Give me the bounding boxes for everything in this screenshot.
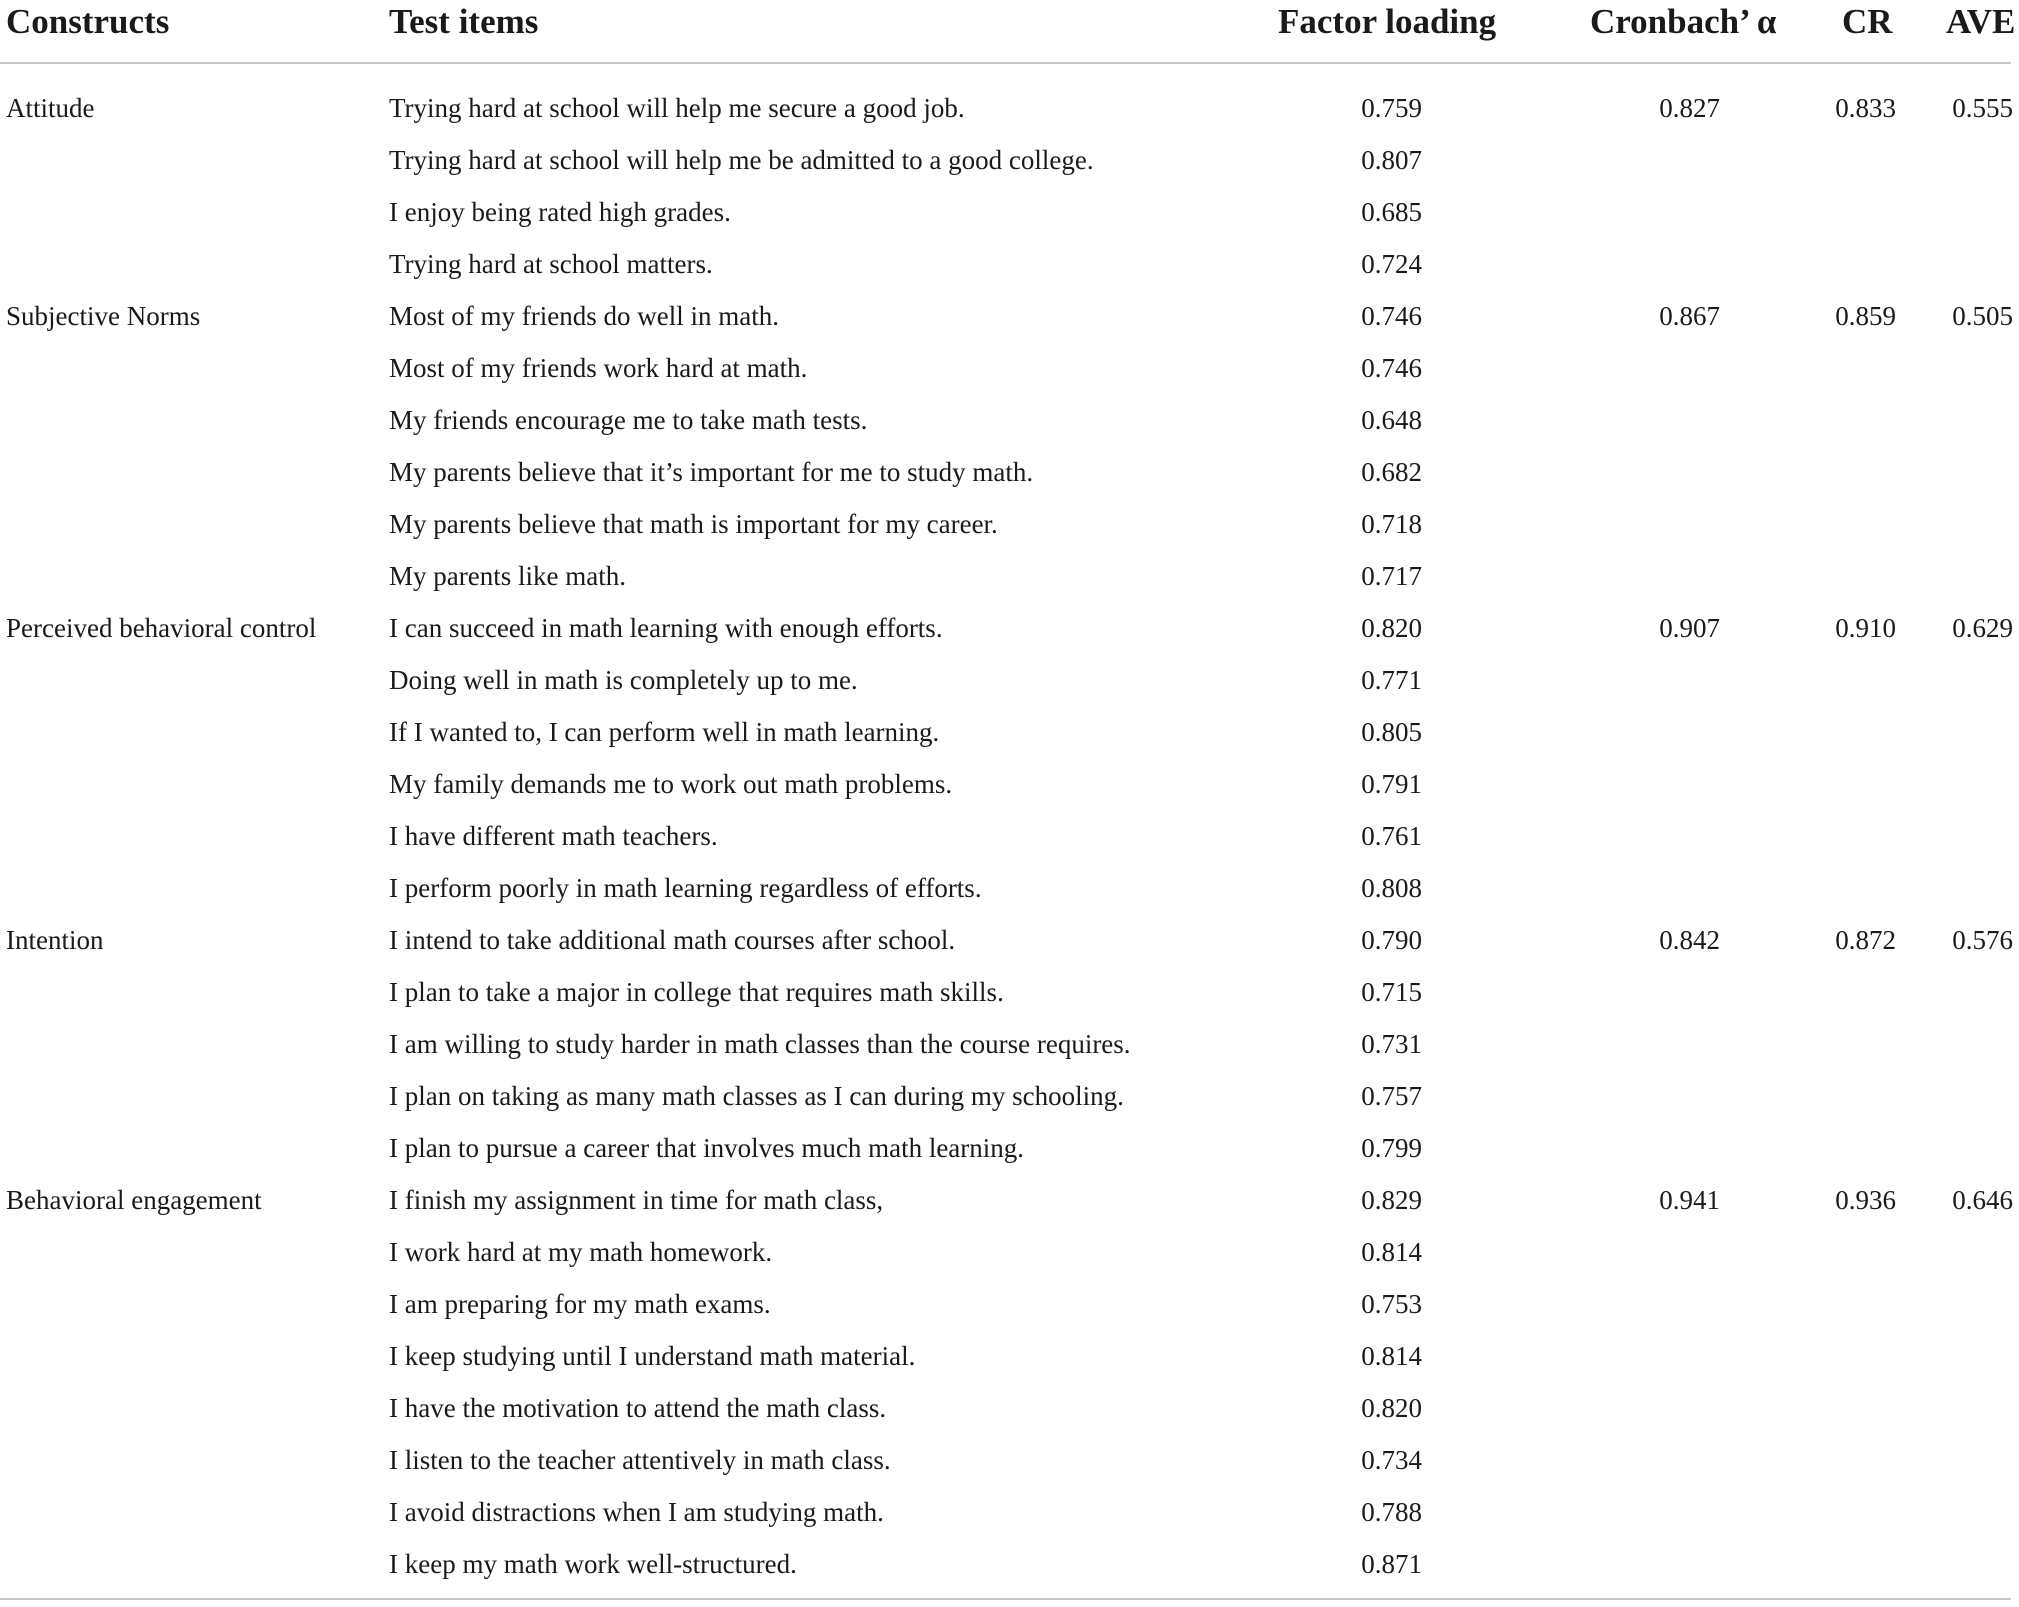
construct-cell: Perceived behavioral control xyxy=(6,613,317,643)
factor-loading-cell: 0.814 xyxy=(1361,1341,1422,1371)
cr-cell xyxy=(1780,1122,1896,1174)
table-row xyxy=(0,1538,2019,1590)
ave-cell: 0.576 xyxy=(1952,925,2013,955)
cronbach-alpha-cell: 0.941 xyxy=(1659,1185,1720,1215)
ave-cell xyxy=(1900,1538,2013,1590)
cr-cell xyxy=(1780,654,1896,706)
factor-loading-cell: 0.820 xyxy=(1361,1393,1422,1423)
factor-loading-cell: 0.871 xyxy=(1361,1549,1422,1579)
test-item-cell: My parents like math. xyxy=(389,561,626,591)
table-row xyxy=(0,394,2019,446)
test-item-cell: I plan to pursue a career that involves much math learning. xyxy=(389,1133,1025,1163)
cr-cell xyxy=(1780,498,1896,550)
table-header xyxy=(0,0,2019,62)
cr-cell xyxy=(1780,1226,1896,1278)
cr-cell: 0.833 xyxy=(1835,93,1896,123)
factor-loading-cell: 0.734 xyxy=(1361,1445,1422,1475)
cr-cell xyxy=(1780,1382,1896,1434)
table-row xyxy=(0,914,2019,966)
test-item-cell: If I wanted to, I can perform well in math learning. xyxy=(389,717,940,747)
cronbach-alpha-cell xyxy=(1600,186,1720,238)
table-row xyxy=(0,758,2019,810)
cronbach-alpha-cell xyxy=(1600,1382,1720,1434)
ave-cell xyxy=(1900,1486,2013,1538)
cr-cell xyxy=(1780,1330,1896,1382)
test-item-cell: I work hard at my math homework. xyxy=(389,1237,773,1267)
test-item-cell: I perform poorly in math learning regardless of efforts. xyxy=(389,873,982,903)
header-constructs: Constructs xyxy=(6,2,170,41)
header-test-items: Test items xyxy=(389,2,539,41)
cr-cell xyxy=(1780,706,1896,758)
cr-cell xyxy=(1780,758,1896,810)
cr-cell: 0.872 xyxy=(1835,925,1896,955)
cr-cell xyxy=(1780,966,1896,1018)
ave-cell xyxy=(1900,394,2013,446)
factor-loading-cell: 0.685 xyxy=(1361,197,1422,227)
factor-loading-cell: 0.807 xyxy=(1361,145,1422,175)
factor-loading-cell: 0.814 xyxy=(1361,1237,1422,1267)
table-row xyxy=(0,446,2019,498)
test-item-cell: I avoid distractions when I am studying math. xyxy=(389,1497,884,1527)
factor-loading-cell: 0.731 xyxy=(1361,1029,1422,1059)
factor-loading-cell: 0.746 xyxy=(1361,301,1422,331)
factor-loading-cell: 0.805 xyxy=(1361,717,1422,747)
ave-cell xyxy=(1900,1382,2013,1434)
ave-cell xyxy=(1900,498,2013,550)
ave-cell xyxy=(1900,186,2013,238)
table-row xyxy=(0,602,2019,654)
factor-loading-cell: 0.771 xyxy=(1361,665,1422,695)
cronbach-alpha-cell xyxy=(1600,810,1720,862)
ave-cell xyxy=(1900,758,2013,810)
cronbach-alpha-cell xyxy=(1600,1226,1720,1278)
ave-cell xyxy=(1900,1122,2013,1174)
ave-cell xyxy=(1900,342,2013,394)
ave-cell xyxy=(1900,1434,2013,1486)
factor-loading-cell: 0.746 xyxy=(1361,353,1422,383)
header-rule xyxy=(0,62,2011,64)
table-row xyxy=(0,1278,2019,1330)
test-item-cell: I intend to take additional math courses after school. xyxy=(389,925,956,955)
cronbach-alpha-cell xyxy=(1600,966,1720,1018)
test-item-cell: Trying hard at school will help me be admitted to a good college. xyxy=(389,145,1094,175)
table-row xyxy=(0,1122,2019,1174)
cr-cell xyxy=(1780,550,1896,602)
factor-loading-cell: 0.757 xyxy=(1361,1081,1422,1111)
cr-cell xyxy=(1780,446,1896,498)
cronbach-alpha-cell xyxy=(1600,758,1720,810)
table-row xyxy=(0,1018,2019,1070)
test-item-cell: Trying hard at school matters. xyxy=(389,249,713,279)
ave-cell xyxy=(1900,1070,2013,1122)
cr-cell xyxy=(1780,1486,1896,1538)
cr-cell: 0.936 xyxy=(1835,1185,1896,1215)
table-row xyxy=(0,1330,2019,1382)
cr-cell xyxy=(1780,1070,1896,1122)
header-factor-loading: Factor loading xyxy=(1278,2,1497,41)
table-row xyxy=(0,862,2019,914)
cr-cell xyxy=(1780,134,1896,186)
cronbach-alpha-cell xyxy=(1600,446,1720,498)
ave-cell: 0.646 xyxy=(1952,1185,2013,1215)
cr-cell xyxy=(1780,1278,1896,1330)
cr-cell xyxy=(1780,810,1896,862)
header-ave: AVE xyxy=(1946,2,2016,41)
cronbach-alpha-cell xyxy=(1600,1122,1720,1174)
ave-cell xyxy=(1900,966,2013,1018)
test-item-cell: I have the motivation to attend the math class. xyxy=(389,1393,887,1423)
factor-loading-cell: 0.799 xyxy=(1361,1133,1422,1163)
cr-cell xyxy=(1780,1018,1896,1070)
cronbach-alpha-cell xyxy=(1600,1018,1720,1070)
cr-cell xyxy=(1780,394,1896,446)
header-cronbach-alpha: Cronbach’ α xyxy=(1590,2,1777,41)
header-cr: CR xyxy=(1842,2,1893,41)
construct-cell: Attitude xyxy=(6,93,95,123)
test-item-cell: My family demands me to work out math problems. xyxy=(389,769,953,799)
factor-loading-cell: 0.682 xyxy=(1361,457,1422,487)
test-item-cell: My parents believe that math is important for my career. xyxy=(389,509,998,539)
ave-cell xyxy=(1900,238,2013,290)
cronbach-alpha-cell xyxy=(1600,654,1720,706)
ave-cell xyxy=(1900,134,2013,186)
table-row xyxy=(0,810,2019,862)
cronbach-alpha-cell xyxy=(1600,498,1720,550)
test-item-cell: I plan to take a major in college that requires math skills. xyxy=(389,977,1004,1007)
factor-loading-cell: 0.761 xyxy=(1361,821,1422,851)
cronbach-alpha-cell: 0.867 xyxy=(1659,301,1720,331)
construct-cell: Intention xyxy=(6,925,104,955)
test-item-cell: I keep my math work well-structured. xyxy=(389,1549,797,1579)
factor-loading-cell: 0.724 xyxy=(1361,249,1422,279)
construct-cell: Subjective Norms xyxy=(6,301,201,331)
table-row xyxy=(0,290,2019,342)
test-item-cell: I listen to the teacher attentively in math class. xyxy=(389,1445,891,1475)
ave-cell xyxy=(1900,810,2013,862)
table-row xyxy=(0,342,2019,394)
cronbach-alpha-cell xyxy=(1600,862,1720,914)
cronbach-alpha-cell xyxy=(1600,134,1720,186)
ave-cell xyxy=(1900,1330,2013,1382)
ave-cell: 0.505 xyxy=(1952,301,2013,331)
cronbach-alpha-cell xyxy=(1600,1486,1720,1538)
cronbach-alpha-cell xyxy=(1600,342,1720,394)
test-item-cell: I have different math teachers. xyxy=(389,821,718,851)
factor-loading-cell: 0.808 xyxy=(1361,873,1422,903)
table-row xyxy=(0,498,2019,550)
factor-loading-cell: 0.718 xyxy=(1361,509,1422,539)
cronbach-alpha-cell xyxy=(1600,1278,1720,1330)
cronbach-alpha-cell xyxy=(1600,1538,1720,1590)
cronbach-alpha-cell: 0.842 xyxy=(1659,925,1720,955)
table-row xyxy=(0,238,2019,290)
cronbach-alpha-cell xyxy=(1600,550,1720,602)
table-row xyxy=(0,706,2019,758)
cr-cell xyxy=(1780,1434,1896,1486)
cr-cell xyxy=(1780,238,1896,290)
cr-cell xyxy=(1780,186,1896,238)
cr-cell: 0.910 xyxy=(1835,613,1896,643)
test-item-cell: I keep studying until I understand math material. xyxy=(389,1341,916,1371)
ave-cell: 0.555 xyxy=(1952,93,2013,123)
factor-loading-cell: 0.753 xyxy=(1361,1289,1422,1319)
ave-cell xyxy=(1900,862,2013,914)
test-item-cell: I can succeed in math learning with enough efforts. xyxy=(389,613,943,643)
ave-cell xyxy=(1900,550,2013,602)
factor-loading-cell: 0.759 xyxy=(1361,93,1422,123)
factor-loading-cell: 0.820 xyxy=(1361,613,1422,643)
cronbach-alpha-cell xyxy=(1600,1434,1720,1486)
table-row xyxy=(0,1434,2019,1486)
factor-loading-cell: 0.790 xyxy=(1361,925,1422,955)
ave-cell xyxy=(1900,1018,2013,1070)
cronbach-alpha-cell xyxy=(1600,1330,1720,1382)
ave-cell xyxy=(1900,446,2013,498)
test-item-cell: Doing well in math is completely up to me. xyxy=(389,665,858,695)
construct-cell: Behavioral engagement xyxy=(6,1185,262,1215)
factor-loading-cell: 0.791 xyxy=(1361,769,1422,799)
test-item-cell: I am preparing for my math exams. xyxy=(389,1289,771,1319)
cronbach-alpha-cell: 0.907 xyxy=(1659,613,1720,643)
test-item-cell: I am willing to study harder in math classes than the course requires. xyxy=(389,1029,1131,1059)
test-item-cell: Most of my friends work hard at math. xyxy=(389,353,808,383)
test-item-cell: I enjoy being rated high grades. xyxy=(389,197,731,227)
table-row xyxy=(0,550,2019,602)
table-row xyxy=(0,1174,2019,1226)
cr-cell xyxy=(1780,862,1896,914)
table-row xyxy=(0,186,2019,238)
ave-cell xyxy=(1900,1226,2013,1278)
test-item-cell: I finish my assignment in time for math class, xyxy=(389,1185,884,1215)
cronbach-alpha-cell xyxy=(1600,394,1720,446)
ave-cell: 0.629 xyxy=(1952,613,2013,643)
test-item-cell: I plan on taking as many math classes as I can during my schooling. xyxy=(389,1081,1124,1111)
table-row xyxy=(0,134,2019,186)
factor-loading-cell: 0.788 xyxy=(1361,1497,1422,1527)
table-row xyxy=(0,654,2019,706)
table-row xyxy=(0,1486,2019,1538)
table-row xyxy=(0,966,2019,1018)
table-row xyxy=(0,1070,2019,1122)
cr-cell: 0.859 xyxy=(1835,301,1896,331)
cronbach-alpha-cell xyxy=(1600,238,1720,290)
cr-cell xyxy=(1780,342,1896,394)
factor-loading-cell: 0.829 xyxy=(1361,1185,1422,1215)
test-item-cell: Trying hard at school will help me secure a good job. xyxy=(389,93,965,123)
factor-loading-cell: 0.648 xyxy=(1361,405,1422,435)
factor-loading-cell: 0.715 xyxy=(1361,977,1422,1007)
cronbach-alpha-cell xyxy=(1600,1070,1720,1122)
table-row xyxy=(0,82,2019,134)
table-row xyxy=(0,1382,2019,1434)
table-row xyxy=(0,1226,2019,1278)
test-item-cell: Most of my friends do well in math. xyxy=(389,301,779,331)
test-item-cell: My parents believe that it’s important for me to study math. xyxy=(389,457,1034,487)
ave-cell xyxy=(1900,1278,2013,1330)
test-item-cell: My friends encourage me to take math tests. xyxy=(389,405,868,435)
ave-cell xyxy=(1900,706,2013,758)
cronbach-alpha-cell xyxy=(1600,706,1720,758)
factor-loading-cell: 0.717 xyxy=(1361,561,1422,591)
cr-cell xyxy=(1780,1538,1896,1590)
ave-cell xyxy=(1900,654,2013,706)
bottom-rule xyxy=(0,1598,2011,1600)
cronbach-alpha-cell: 0.827 xyxy=(1659,93,1720,123)
